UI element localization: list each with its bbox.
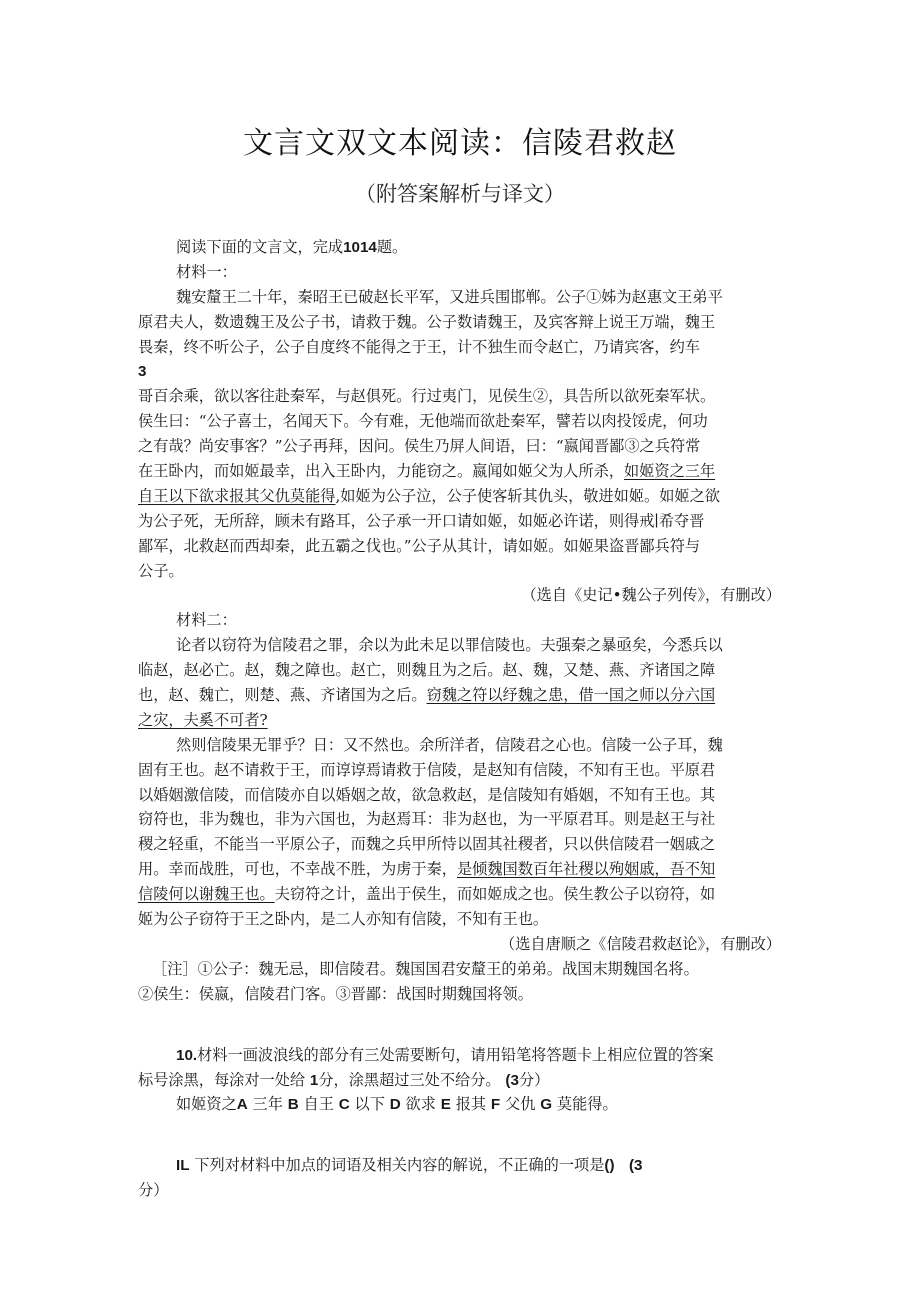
material1-line-3: 畏秦，终不听公子，公子自度终不能得之于王，计不独生而令赵亡，乃请宾客，约车	[138, 337, 700, 356]
material1-line-10: 鄙军，北救赵而西却秦，此五霸之伐也。”公子从其计，请如姬。如姬果盗晋鄙兵符与	[138, 536, 701, 555]
option-letter[interactable]: G	[540, 1096, 553, 1114]
material1-line-3b: 3	[138, 363, 147, 381]
material2-p2-line-5: 稷之轻重，不能当一平原公子，而魏之兵甲所恃以固其社稷者，只以供信陵君一姻戚之	[138, 835, 716, 854]
option-letter[interactable]: A	[236, 1096, 248, 1114]
underlined-sentence-4: 信陵何以谢魏王也。	[138, 885, 275, 904]
option-letter[interactable]: D	[389, 1096, 401, 1114]
material1-line-4: 哥百余乘，欲以客往赴秦军，与赵俱死。行过夷门，见侯生②，具告所以欲死秦军状。	[138, 387, 716, 406]
material1-line-6: 之有哉？尚安事客？”公子再拜，因问。侯生乃屏人间语，曰：“嬴闻晋鄙③之兵符常	[138, 437, 701, 456]
material1-line-11: 公子。	[138, 561, 184, 580]
material1-line-7: 在王卧内，而如姬最幸，出入王卧内，力能窃之。嬴闻如姬父为人所杀，如姬资之三年	[138, 462, 716, 481]
material2-p2-line-4: 窃符也，非为魏也，非为六国也，为赵焉耳：非为赵也，为一平原君耳。则是赵王与社	[138, 810, 716, 829]
material1-line-2: 原君夫人，数遗魏王及公子书，请救于魏。公子数请魏王，及宾客辩上说王万端，魏王	[138, 312, 716, 331]
document-body	[138, 235, 793, 1203]
material1-line-8: 自王以下欲求报其父仇莫能得,如姬为公子泣，公子使客斩其仇头，敬进如姬。如姬之欲	[138, 486, 720, 505]
wavy-underlined-text: 如姬资之三年	[624, 462, 716, 481]
material2-p2-line-2: 固有王也。赵不请救于王，而谆谆焉请救于信陵，是赵知有信陵，不知有王也。平原君	[138, 760, 716, 779]
material2-p2-line-8: 姬为公子窃符于王之卧内，是二人亦知有信陵，不知有王也。	[138, 910, 549, 929]
intro-line: 阅读下面的文言文，完成1014题。	[176, 238, 408, 256]
underlined-sentence-3: 是倾魏国数百年社稷以殉姻戚，吾不知	[456, 860, 716, 879]
spacer-2	[138, 1117, 793, 1153]
option-letter[interactable]: C	[338, 1096, 350, 1114]
question-11-line-2: 分）	[138, 1181, 169, 1200]
material2-line-1: 论者以窃符为信陵君之罪，余以为此未足以罪信陵也。夫强秦之暴亟矣，今悉兵以	[176, 636, 723, 655]
question-11: IL 下列对材料中加点的词语及相关内容的解说，不正确的一项是() (3	[176, 1156, 643, 1175]
material2-line-4	[138, 708, 793, 733]
material1-heading: 材料一：	[176, 262, 237, 281]
question-10-line-2: 标号涂黑，每涂对一处给 1分，涂黑超过三处不给分。 (3分）	[138, 1070, 550, 1089]
material2-p2-line-1: 然则信陵果无罪乎？日：又不然也。余所洋者，信陵君之心也。信陵一公子耳，魏	[176, 735, 723, 754]
document-subtitle: （附答案解析与译文）	[355, 182, 565, 206]
material2-p2-line-6: 用。幸而战胜，可也，不幸战不胜，为虏于秦，是倾魏国数百年社稷以殉姻戚，吾不知	[138, 860, 716, 879]
material1-line-1: 魏安釐王二十年，秦昭王已破赵长平军，又进兵围邯郸。公子①姊为赵惠文王弟平	[176, 287, 723, 306]
underlined-sentence: 窃魏之符以纾魏之患，借一国之师以分六国	[426, 686, 716, 705]
material2-p2-line-7: 信陵何以谢魏王也。夫窃符之计，盖出于侯生，而如姬成之也。侯生教公子以窃符，如	[138, 885, 716, 904]
wavy-underlined-text-2: 自王以下欲求报其父仇莫能得	[138, 486, 336, 505]
option-letter[interactable]: B	[287, 1096, 299, 1114]
note-line-1: ［注］①公子：魏无忌，即信陵君。魏国国君安釐王的弟弟。战国末期魏国名将。	[152, 959, 699, 978]
document-title: 文言文双文本阅读：信陵君救赵	[243, 126, 677, 161]
material2-line-3: 也，赵、魏亡，则楚、燕、齐诸国为之后。窃魏之符以纾魏之患，借一国之师以分六国	[138, 686, 716, 705]
material2-heading: 材料二：	[176, 611, 237, 630]
underlined-sentence-2: 之灾，夫奚不可者?	[138, 710, 268, 729]
question-10-options: 如姬资之A 三年 B 自王 C 以下 D 欲求 E 报其 F 父仇 G 莫能得。	[176, 1095, 618, 1114]
material2-p2-line-3: 以婚姻激信陵，而信陵亦自以婚姻之故，欲急救赵，是信陵知有婚姻，不知有王也。其	[138, 785, 716, 804]
material2-source: （选自唐顺之《信陵君救赵论》，有删改）	[500, 934, 781, 953]
option-letter[interactable]: F	[490, 1096, 501, 1114]
option-letter[interactable]: E	[440, 1096, 451, 1114]
material1-line-9: 为公子死，无所辞，顾未有路耳，公子承一开口请如姬，如姬必许诺，则得戒∣希夺晋	[138, 511, 705, 530]
material1-line-5: 侯生曰：“公子喜士，名闻天下。今有难，无他端而欲赴秦军，譬若以肉投馁虎，何功	[138, 412, 708, 431]
material2-line-2: 临赵，赵必亡。赵，魏之障也。赵亡，则魏且为之后。赵、魏，又楚、燕、齐诸国之障	[138, 661, 716, 680]
material1-source: （选自《史记•魏公子列传》，有删改）	[521, 586, 781, 605]
note-line-2: ②侯生：侯嬴，信陵君门客。③晋鄙：战国时期魏国将领。	[138, 984, 533, 1003]
spacer	[138, 1007, 793, 1043]
question-10: 10.材料一画波浪线的部分有三处需要断句，请用铅笔将答题卡上相应位置的答案	[176, 1045, 714, 1064]
